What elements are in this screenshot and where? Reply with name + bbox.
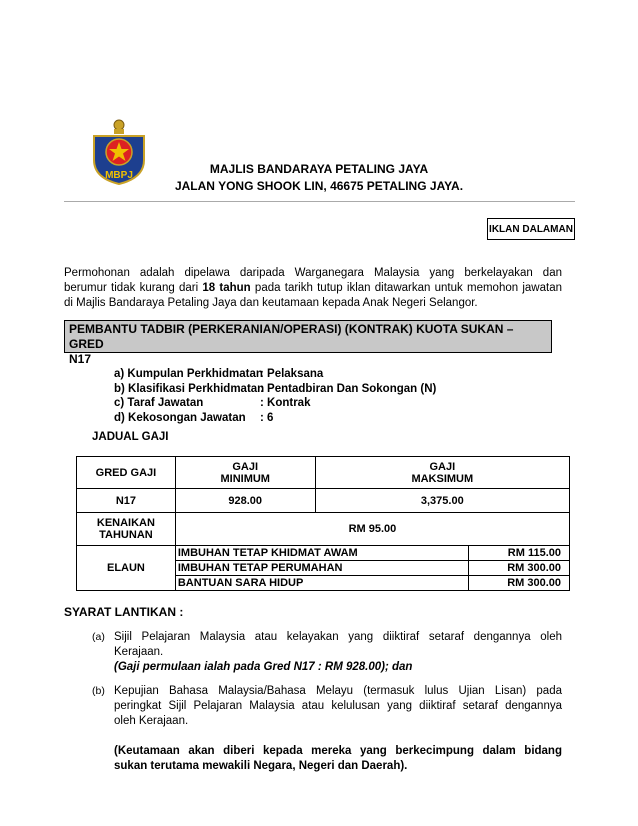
- svg-text:MBPJ: MBPJ: [105, 170, 133, 181]
- header-maksimum: GAJI MAKSIMUM: [315, 457, 569, 489]
- intro-line-3: di Majlis Bandaraya Petaling Jaya dan keutamaan kepada Anak Negeri Selangor.: [64, 297, 478, 309]
- table-row: N17 928.00 3,375.00: [77, 489, 570, 513]
- priority-note: (Keutamaan akan diberi kepada mereka yang berkecimpung dalam bidang: [114, 745, 562, 757]
- detail-row: b) Klasifikasi Perkhidmatan : Pentadbiran Dan Sokongan (N): [114, 382, 437, 395]
- post-title-box: [64, 320, 552, 366]
- header-gred: GRED GAJI: [77, 457, 176, 489]
- jadual-gaji-title: JADUAL GAJI: [92, 431, 169, 443]
- post-title-line-2: N17: [69, 352, 92, 366]
- post-details: [114, 367, 436, 425]
- requirement-b: (b) Kepujian Bahasa Malaysia/Bahasa Melayu (termasuk lulus Ujian Lisan) pada peringkat Sijil Pelajaran Malaysia atau kelulusan yang diiktiraf setaraf dengannya oleh Kerajaan. (Keutamaan akan diberi kepada mereka yang berkecimpung dalam bidang sukan terutama mewakili Negara, Negeri dan Daerah).: [92, 685, 562, 772]
- intro-paragraph: [64, 266, 562, 311]
- org-name: MAJLIS BANDARAYA PETALING JAYA: [209, 162, 429, 176]
- table-row: IMBUHAN TETAP PERUMAHAN RM 300.00: [77, 561, 570, 576]
- post-title-line-1: PEMBANTU TADBIR (PERKERANIAN/OPERASI) (KONTRAK) KUOTA SUKAN – GRED: [69, 322, 514, 351]
- requirement-marker: (a): [92, 631, 105, 643]
- intro-line-2: berumur tidak kurang dari 18 tahun pada tarikh tutup iklan ditawarkan untuk memohon jawatan: [64, 282, 562, 294]
- org-address: JALAN YONG SHOOK LIN, 46675 PETALING JAYA.: [174, 179, 464, 193]
- detail-row: a) Kumpulan Perkhidmatan : Pelaksana: [114, 368, 324, 380]
- table-row: KENAIKAN TAHUNAN RM 95.00: [77, 513, 570, 546]
- kenaikan-label: KENAIKAN TAHUNAN: [77, 513, 176, 546]
- header-minimum: GAJI MINIMUM: [175, 457, 315, 489]
- salary-table: [76, 456, 570, 591]
- detail-row: d) Kekosongan Jawatan : 6: [114, 411, 274, 424]
- iklan-dalaman-badge: IKLAN DALAMAN: [487, 218, 575, 240]
- requirement-a: (a) Sijil Pelajaran Malaysia atau kelayakan yang diiktiraf setaraf dengannya oleh Kerajaan. (Gaji permulaan ialah pada Gred N17 : RM 928.00); dan: [92, 631, 562, 673]
- table-row: BANTUAN SARA HIDUP RM 300.00: [77, 576, 570, 591]
- intro-line-1: Permohonan adalah dipelawa daripada Warganegara Malaysia yang berkelayakan dan: [64, 267, 562, 279]
- detail-row: c) Taraf Jawatan : Kontrak: [114, 397, 311, 409]
- table-header-row: [77, 457, 570, 489]
- requirement-marker: (b): [92, 685, 105, 697]
- syarat-title: SYARAT LANTIKAN :: [64, 605, 184, 619]
- header-divider: [64, 201, 575, 202]
- table-row: ELAUN IMBUHAN TETAP KHIDMAT AWAM RM 115.00: [77, 546, 570, 561]
